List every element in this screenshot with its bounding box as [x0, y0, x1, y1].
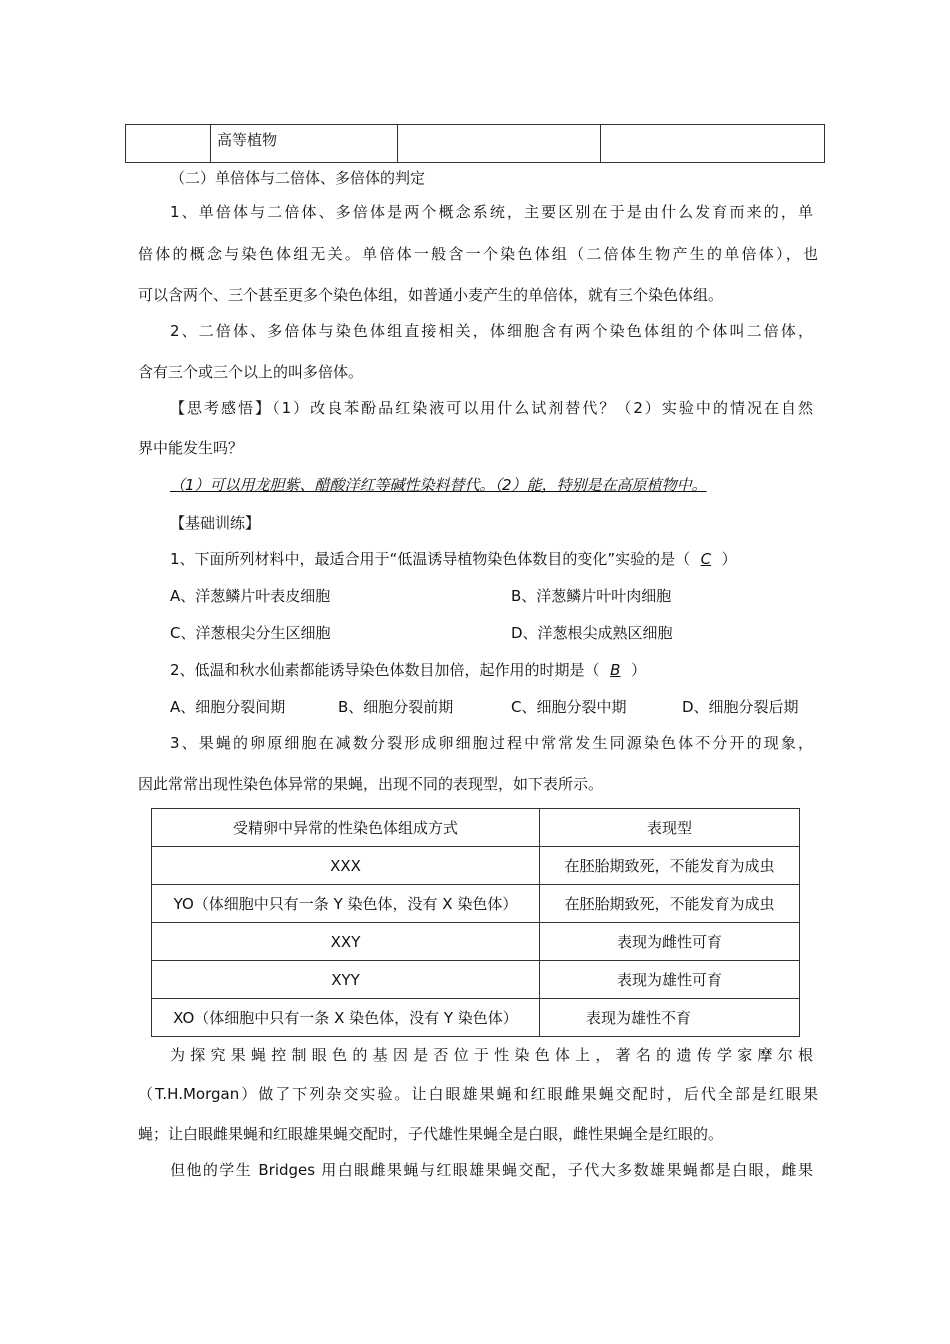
fly-table-cell: YO（体细胞中只有一条 Y 染色体，没有 X 染色体） — [152, 885, 540, 923]
fly-table-cell: 表现为雌性可育 — [540, 923, 800, 961]
fly-table — [151, 808, 800, 1037]
fly-table-header-row — [152, 809, 800, 847]
q1-stem-pre: 1、下面所列材料中，最适合用于“低温诱导植物染色体数目的变化”实验的是（ — [170, 550, 695, 568]
table-row — [152, 923, 800, 961]
fly-table-cell: XYY — [152, 961, 540, 999]
top-table-cell-3 — [398, 125, 601, 163]
morgan-line-3: 蝇；让白眼雌果蝇和红眼雄果蝇交配时，子代雄性果蝇全是白眼，雌性果蝇全是红眼的。 — [138, 1125, 724, 1143]
think-answer: （1）可以用龙胆紫、醋酸洋红等碱性染料替代。（2）能，特别是在高原植物中。 — [170, 476, 707, 494]
morgan-line-1: 为探究果蝇控制眼色的基因是否位于性染色体上，著名的遗传学家摩尔根 — [170, 1046, 813, 1064]
q1-option-a: A、洋葱鳞片叶表皮细胞 — [170, 587, 331, 605]
fly-table-cell: 在胚胎期致死，不能发育为成虫 — [540, 885, 800, 923]
table-row — [152, 885, 800, 923]
fly-table-cell: XXX — [152, 847, 540, 885]
fly-table-cell: 表现为雄性不育 — [540, 999, 800, 1037]
fly-table-cell: 表现为雄性可育 — [540, 961, 800, 999]
q1-stem — [170, 548, 737, 569]
q2-stem — [170, 659, 646, 680]
q1-answer: C — [700, 550, 712, 568]
q1-option-d: D、洋葱根尖成熟区细胞 — [511, 624, 673, 642]
fly-table-cell: XO（体细胞中只有一条 X 染色体，没有 Y 染色体） — [152, 999, 540, 1037]
top-table-cell-2: 高等植物 — [211, 125, 398, 163]
fly-table-cell: XXY — [152, 923, 540, 961]
fly-table-header-2: 表现型 — [540, 809, 800, 847]
q3-line-2: 因此常常出现性染色体异常的果蝇，出现不同的表现型，如下表所示。 — [138, 775, 604, 793]
q2-option-d: D、细胞分裂后期 — [682, 698, 799, 716]
morgan-line-2: （T.H.Morgan）做了下列杂交实验。让白眼雄果蝇和红眼雌果蝇交配时，后代全部是红眼果 — [138, 1085, 818, 1103]
table-row — [152, 999, 800, 1037]
q1-option-c: C、洋葱根尖分生区细胞 — [170, 624, 331, 642]
q2-answer: B — [610, 661, 621, 679]
basic-title: 【基础训练】 — [170, 514, 261, 532]
p2-line-1: 2、二倍体、多倍体与染色体组直接相关，体细胞含有两个染色体组的个体叫二倍体， — [170, 322, 813, 340]
q2-option-b: B、细胞分裂前期 — [338, 698, 454, 716]
q2-stem-pre: 2、低温和秋水仙素都能诱导染色体数目加倍，起作用的时期是（ — [170, 661, 605, 679]
p1-line-2: 倍体的概念与染色体组无关。单倍体一般含一个染色体组（二倍体生物产生的单倍体），也 — [138, 245, 818, 263]
table-row — [152, 961, 800, 999]
q2-stem-post: ） — [626, 661, 647, 679]
p2-line-2: 含有三个或三个以上的叫多倍体。 — [138, 363, 364, 381]
table-row — [152, 847, 800, 885]
top-table — [125, 124, 825, 163]
think-line-1: 【思考感悟】（1）改良苯酚品红染液可以用什么试剂替代？（2）实验中的情况在自然 — [170, 399, 813, 417]
think-line-2: 界中能发生吗？ — [138, 439, 244, 457]
top-table-cell-1 — [126, 125, 211, 163]
q1-option-b: B、洋葱鳞片叶叶肉细胞 — [511, 587, 672, 605]
top-table-cell-4 — [601, 125, 825, 163]
bridges-line: 但他的学生 Bridges 用白眼雌果蝇与红眼雄果蝇交配，子代大多数雄果蝇都是白眼，雌果 — [170, 1161, 813, 1179]
q2-option-a: A、细胞分裂间期 — [170, 698, 286, 716]
p1-line-3: 可以含两个、三个甚至更多个染色体组，如普通小麦产生的单倍体，就有三个染色体组。 — [138, 286, 724, 304]
fly-table-cell: 在胚胎期致死，不能发育为成虫 — [540, 847, 800, 885]
p1-line-1: 1、单倍体与二倍体、多倍体是两个概念系统，主要区别在于是由什么发育而来的，单 — [170, 203, 813, 221]
q3-line-1: 3、果蝇的卵原细胞在减数分裂形成卵细胞过程中常常发生同源染色体不分开的现象， — [170, 734, 813, 752]
fly-table-header-1: 受精卵中异常的性染色体组成方式 — [152, 809, 540, 847]
q1-stem-post: ） — [716, 550, 737, 568]
section-title: （二）单倍体与二倍体、多倍体的判定 — [170, 169, 426, 187]
q2-option-c: C、细胞分裂中期 — [511, 698, 627, 716]
